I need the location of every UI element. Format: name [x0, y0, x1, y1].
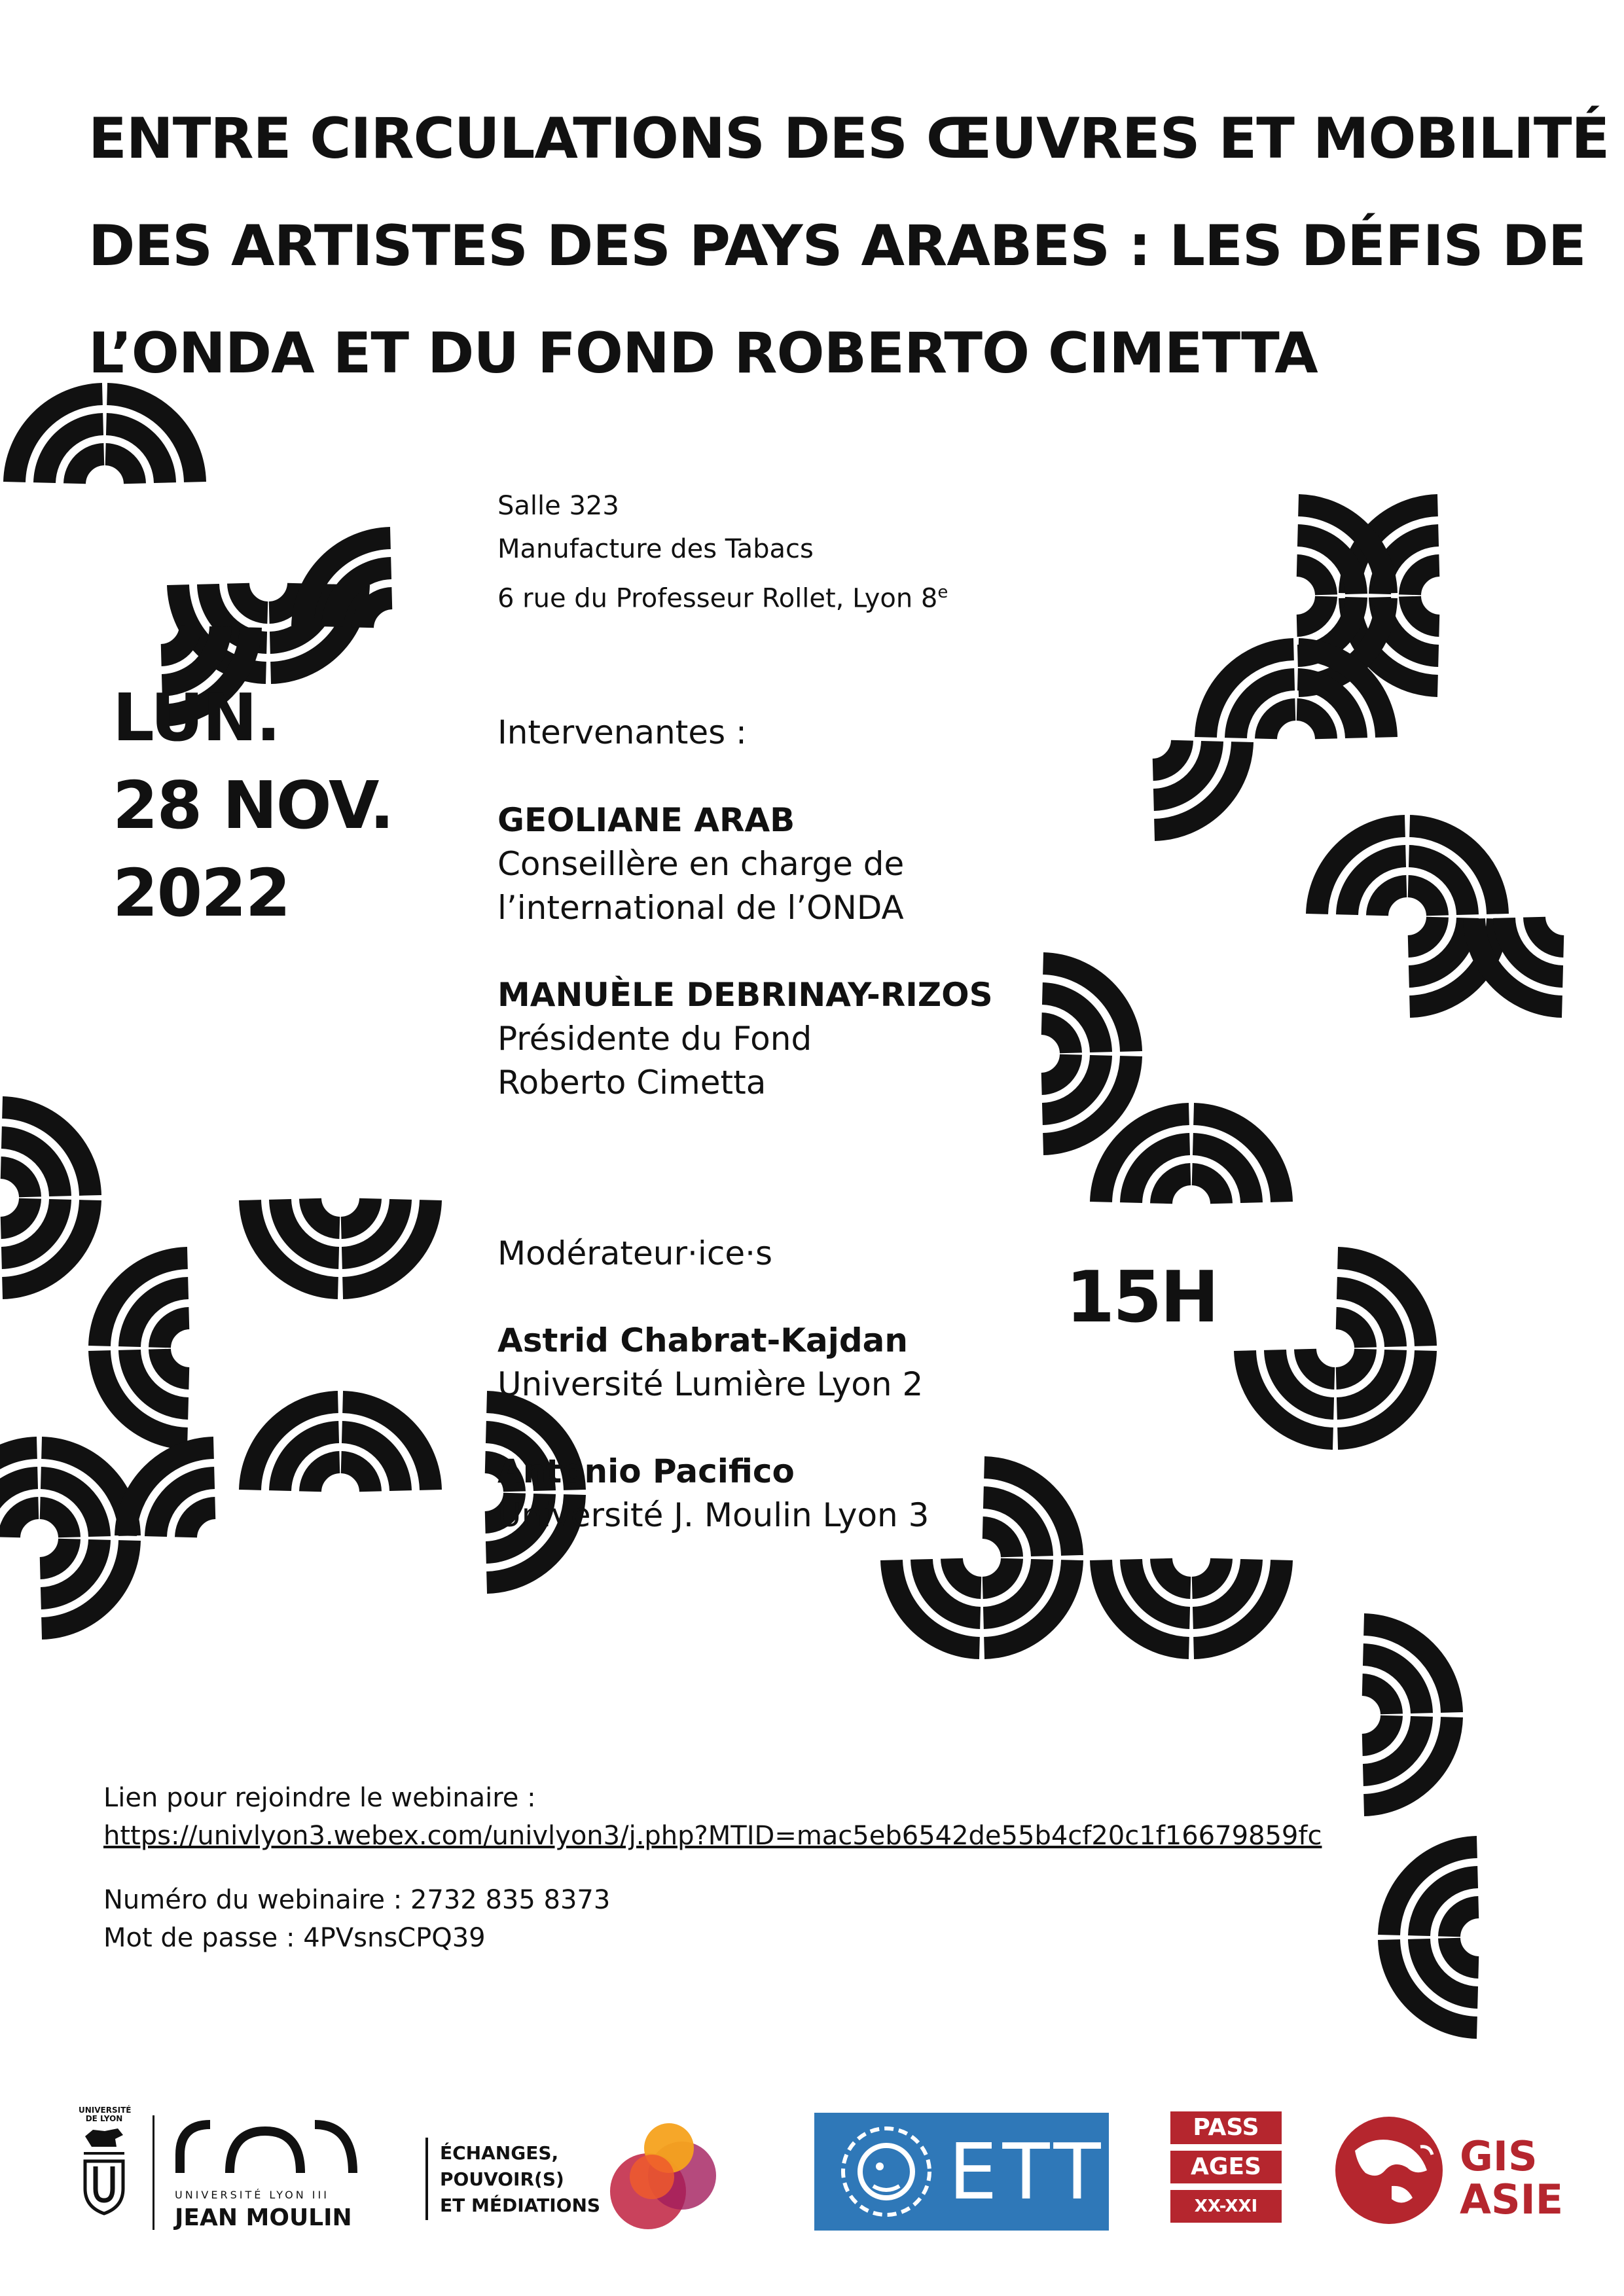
motif-arc [1192, 1558, 1221, 1588]
date-day-month: 28 NOV. [113, 767, 393, 844]
motif-arc [9, 1508, 39, 1537]
motif-arc [1362, 1685, 1392, 1714]
motif-arc [341, 1462, 370, 1492]
lion-crest-icon [79, 2123, 130, 2221]
motif-arc [1161, 1174, 1191, 1204]
speaker-name: GEOLIANE ARAB [497, 801, 795, 839]
motif-arc [75, 454, 104, 484]
partner-logos [0, 2088, 1624, 2245]
webinar-info [103, 1779, 1322, 1957]
motif-arc [1408, 886, 1437, 916]
date-day: LUN. [113, 679, 280, 756]
motif-arc [1534, 917, 1564, 946]
event-time: 15H [1066, 1257, 1218, 1338]
motif-arc [161, 626, 190, 655]
motif-arc [983, 1558, 1012, 1588]
moderator-affiliation: Université J. Moulin Lyon 3 [497, 1496, 929, 1534]
speaker-name: MANUÈLE DEBRINAY-RIZOS [497, 976, 993, 1014]
motif-arc [1336, 1349, 1365, 1378]
moderator-1 [497, 1319, 923, 1407]
speakers-heading-block [497, 711, 747, 755]
motif-arc [40, 1508, 69, 1537]
moderator-name: Astrid Chabrat-Kajdan [497, 1321, 908, 1359]
motif-arc [1192, 1174, 1221, 1204]
motif-arc [1153, 740, 1182, 770]
motif-arc [1297, 565, 1326, 595]
speaker-1 [497, 798, 904, 930]
moderator-affiliation: Université Lumière Lyon 2 [497, 1365, 924, 1403]
moderator-name: Antonio Pacifico [497, 1452, 795, 1490]
motif-arc [160, 1318, 189, 1348]
venue-room: Salle 323 [497, 491, 619, 521]
venue-block [497, 484, 948, 620]
page-title [88, 85, 1610, 407]
webinar-label: Lien pour rejoindre le webinaire : [103, 1783, 536, 1813]
motif-arc [310, 1462, 340, 1492]
motif-arc [160, 1349, 189, 1378]
motif-arc [1410, 596, 1439, 626]
motif-arc [363, 598, 392, 628]
motif-arc [1410, 565, 1439, 595]
speaker-role: Conseillère en charge de [497, 845, 905, 883]
motif-arc [1161, 1558, 1191, 1588]
motif-arc [1297, 709, 1326, 739]
motif-arc [1041, 1054, 1071, 1084]
motif-arc [1041, 1024, 1071, 1053]
motif-arc [105, 454, 135, 484]
motif-arc [40, 1539, 69, 1568]
speaker-2 [497, 973, 993, 1105]
title-line-1: ENTRE CIRCULATIONS DES ŒUVRES ET MOBILITÉ [88, 106, 1610, 171]
motif-arc [1408, 917, 1437, 946]
motif-arc [1, 1198, 30, 1228]
gis-asie-logo: GIS ASIE [1329, 2108, 1564, 2232]
venue-building: Manufacture des Tabacs [497, 534, 814, 564]
moderators-heading: Modérateur·ice·s [497, 1234, 773, 1272]
motif-arc [1, 1168, 30, 1197]
motif-arc [1449, 1907, 1479, 1937]
motif-arc [1305, 1349, 1335, 1378]
echanges-pouvoirs-mediations-logo: ÉCHANGES, POUVOIR(S) ET MÉDIATIONS [425, 2114, 766, 2238]
speaker-role: Présidente du Fond [497, 1020, 812, 1058]
motif-arc [1449, 1938, 1479, 1967]
universite-de-lyon-logo: UNIVERSITÉ DE LYON [79, 2106, 130, 2231]
motif-arc [186, 1508, 215, 1537]
speaker-role: Roberto Cimetta [497, 1064, 767, 1102]
motif-arc [238, 583, 268, 613]
date-year: 2022 [113, 855, 290, 931]
ett-text: ETT [948, 2126, 1106, 2217]
webinar-link[interactable]: https://univlyon3.webex.com/univlyon3/j.php?MTID=mac5eb6542de55b4cf20c1f16679859fc [103, 1821, 1322, 1851]
motif-arc [310, 1198, 340, 1228]
title-line-2: DES ARTISTES DES PAYS ARABES : LES DÉFIS DE [88, 213, 1586, 279]
ujm-arches-icon [167, 2115, 363, 2181]
speakers-heading: Intervenantes : [497, 713, 747, 751]
title-line-3: L’ONDA ET DU FOND ROBERTO CIMETTA [88, 321, 1318, 386]
moderators-heading-block [497, 1232, 772, 1276]
webinar-number: Numéro du webinaire : 2732 835 8373 [103, 1885, 611, 1915]
venue-address: 6 rue du Professeur Rollet, Lyon 8e [497, 583, 948, 614]
motif-arc [1362, 1715, 1392, 1745]
motif-arc [1266, 709, 1295, 739]
ett-logo [814, 2113, 1109, 2231]
motif-arc [1297, 596, 1326, 626]
motif-arc [983, 1528, 1012, 1557]
motif-arc [341, 1198, 370, 1228]
jean-moulin-logo: UNIVERSITÉ LYON III JEAN MOULIN [167, 2115, 370, 2230]
motif-arc [1377, 886, 1407, 916]
event-date [113, 674, 393, 937]
moderator-2 [497, 1450, 929, 1537]
motif-arc [952, 1558, 981, 1588]
motif-arc [1336, 1318, 1365, 1348]
webinar-password: Mot de passe : 4PVsnsCPQ39 [103, 1923, 486, 1953]
globe-icon [1329, 2108, 1453, 2232]
passages-logo: PASS AGES XX-XXI [1170, 2111, 1282, 2229]
speaker-role: l’international de l’ONDA [497, 889, 904, 927]
